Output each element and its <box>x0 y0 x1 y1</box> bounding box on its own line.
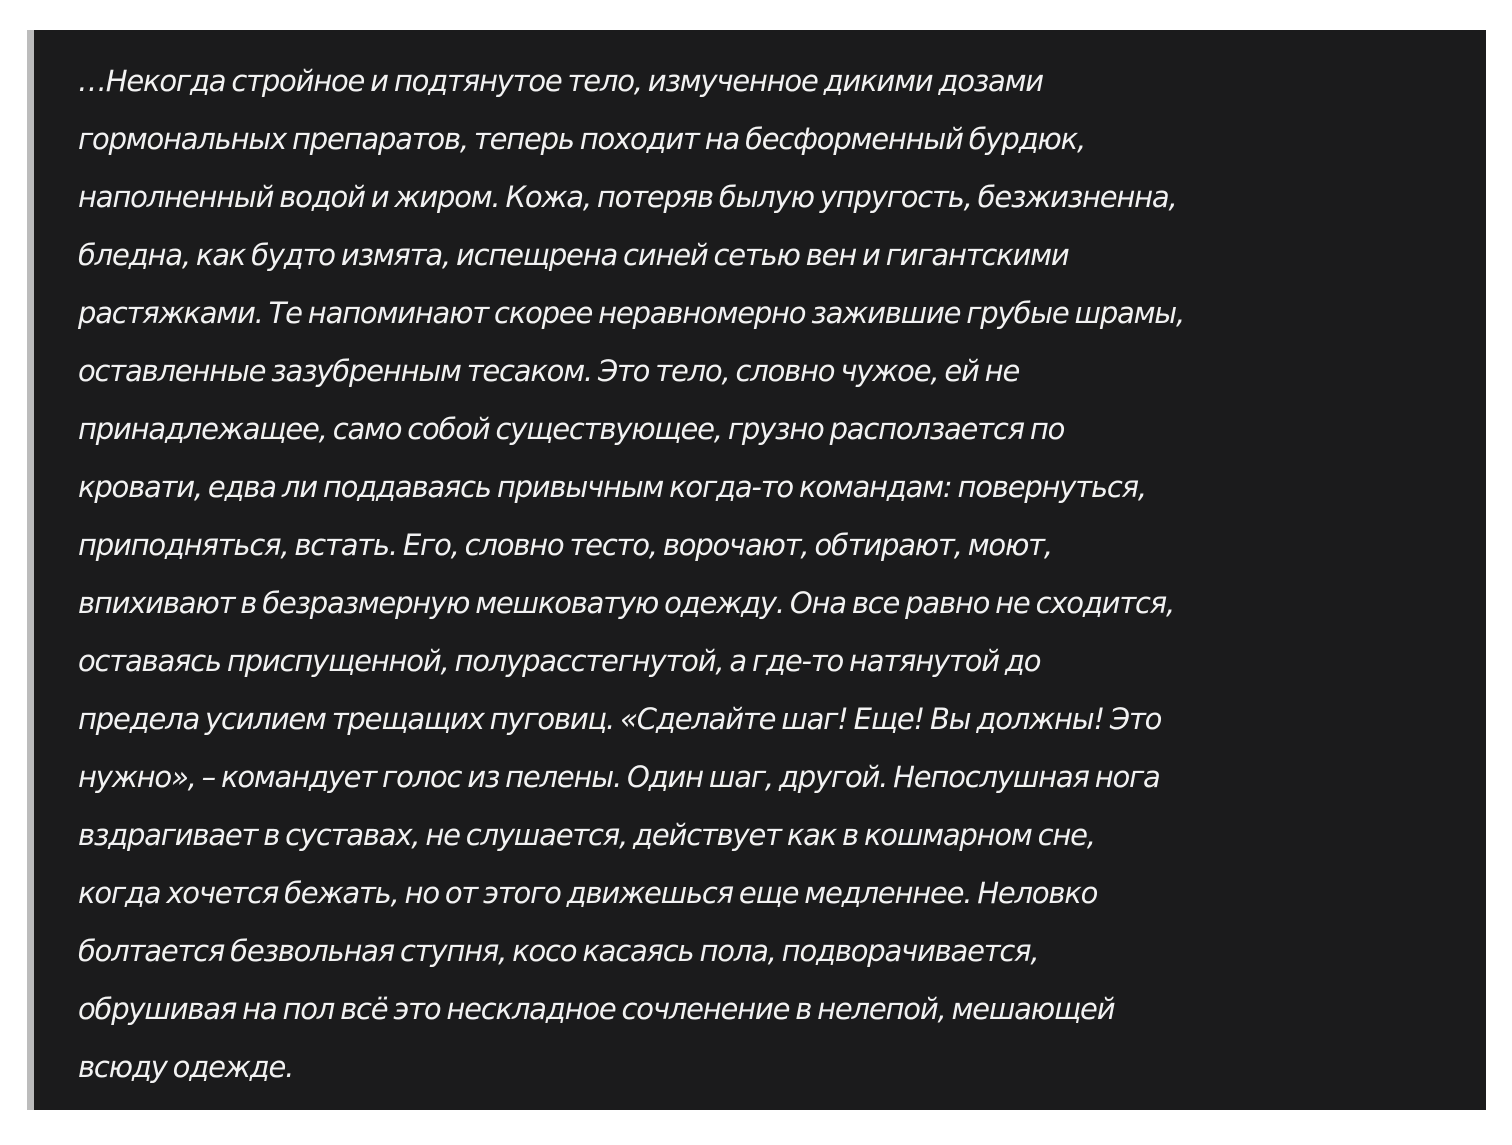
quote-line: когда хочется бежать, но от этого движешься еще медленнее. Неловко <box>78 876 1098 910</box>
quote-line: бледна, как будто измята, испещрена синей сетью вен и гигантскими <box>78 238 1069 272</box>
quote-line: принадлежащее, само собой существующее, грузно расползается по <box>78 412 1065 446</box>
quote-line: предела усилием трещащих пуговиц. «Сделайте шаг! Еще! Вы должны! Это <box>78 702 1162 736</box>
quote-line: наполненный водой и жиром. Кожа, потеряв былую упругость, безжизненна, <box>78 180 1177 214</box>
quote-line: всюду одежде. <box>78 1050 294 1084</box>
quote-block <box>27 30 1486 1110</box>
quote-line: оставленные зазубренным тесаком. Это тело, словно чужое, ей не <box>78 354 1020 388</box>
quote-line: обрушивая на пол всё это нескладное сочленение в нелепой, мешающей <box>78 992 1115 1026</box>
quote-line: впихивают в безразмерную мешковатую одежду. Она все равно не сходится, <box>78 586 1175 620</box>
quote-line: вздрагивает в суставах, не слушается, действует как в кошмарном сне, <box>78 818 1095 852</box>
quote-line: болтается безвольная ступня, косо касаясь пола, подворачивается, <box>78 934 1039 968</box>
quote-line: …Некогда стройное и подтянутое тело, измученное дикими дозами <box>78 64 1043 98</box>
quote-line: растяжками. Те напоминают скорее неравномерно зажившие грубые шрамы, <box>78 296 1185 330</box>
quote-line: приподняться, встать. Его, словно тесто, ворочают, обтирают, моют, <box>78 528 1052 562</box>
quote-line: кровати, едва ли поддаваясь привычным когда-то командам: повернуться, <box>78 470 1146 504</box>
quote-line: гормональных препаратов, теперь походит на бесформенный бурдюк, <box>78 122 1085 156</box>
quote-text <box>78 52 1448 1096</box>
quote-line: оставаясь приспущенной, полурасстегнутой, а где-то натянутой до <box>78 644 1041 678</box>
quote-line: нужно», – командует голос из пелены. Один шаг, другой. Непослушная нога <box>78 760 1160 794</box>
